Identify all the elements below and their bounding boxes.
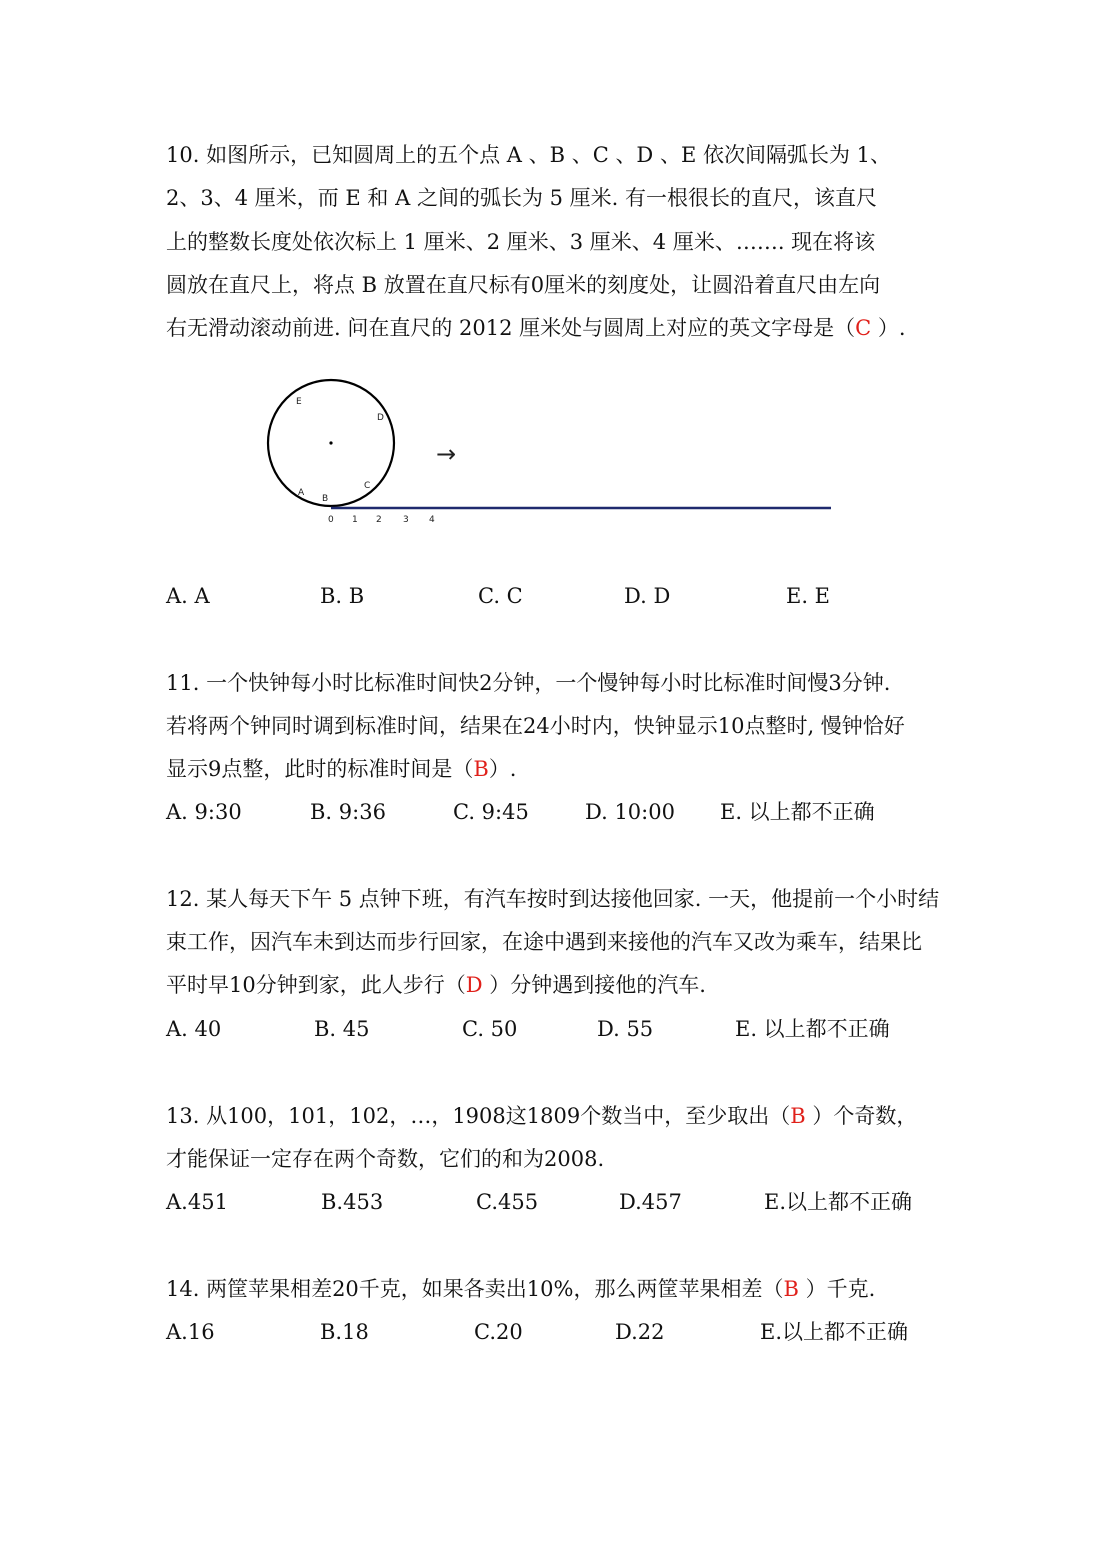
q13-line-2: 才能保证一定存在两个奇数，它们的和为2008. xyxy=(166,1147,605,1171)
q11-option-b: B. 9:36 xyxy=(310,800,386,824)
q13-text: 13. 从100，101，102，…，1908这1809个数当中，至少取出（ xyxy=(166,1104,791,1128)
ruler-tick-label: 1 xyxy=(352,515,358,525)
rolling-circle-figure xyxy=(255,372,855,532)
q11-line-3 xyxy=(166,754,946,784)
q14-text-end: ）千克. xyxy=(798,1277,876,1301)
q14-answer: B xyxy=(783,1277,799,1301)
q12-line-2: 束工作，因汽车未到达而步行回家，在途中遇到来接他的汽车又改为乘车，结果比 xyxy=(166,930,922,954)
q12-option-b: B. 45 xyxy=(314,1017,370,1041)
q12-line-1: 12. 某人每天下午 5 点钟下班，有汽车按时到达接他回家. 一天，他提前一个小时结 xyxy=(166,887,940,911)
ruler-tick-label: 0 xyxy=(328,515,334,525)
q14-option-a: A.16 xyxy=(166,1320,215,1344)
q14-option-b: B.18 xyxy=(320,1320,369,1344)
q13-text-end: ）个奇数， xyxy=(805,1104,918,1128)
q10-line-4: 圆放在直尺上，将点 B 放置在直尺标有0厘米的刻度处，让圆沿着直尺由左向 xyxy=(166,273,881,297)
q14-option-c: C.20 xyxy=(474,1320,523,1344)
q10-line-5 xyxy=(166,313,946,343)
q11-option-a: A. 9:30 xyxy=(166,800,242,824)
ruler-tick-label: 2 xyxy=(376,515,382,525)
q12-text: 平时早10分钟到家，此人步行（ xyxy=(166,973,466,997)
point-label-c: C xyxy=(364,481,371,491)
q10-option-c: C. C xyxy=(478,584,523,608)
q10-option-d: D. D xyxy=(624,584,671,608)
q12-text-end: ）分钟遇到接他的汽车. xyxy=(482,973,706,997)
q11-text: 显示9点整，此时的标准时间是（ xyxy=(166,757,474,781)
q10-line-1: 10. 如图所示，已知圆周上的五个点 A 、B 、C 、D 、E 依次间隔弧长为 1、 xyxy=(166,143,891,167)
q11-option-d: D. 10:00 xyxy=(585,800,675,824)
ruler-tick-label: 3 xyxy=(403,515,409,525)
q12-line-3 xyxy=(166,970,946,1000)
q12-option-a: A. 40 xyxy=(166,1017,222,1041)
q13-option-a: A.451 xyxy=(166,1190,228,1214)
q14-option-d: D.22 xyxy=(615,1320,665,1344)
direction-arrow: → xyxy=(436,440,457,468)
q14-text: 14. 两筐苹果相差20千克，如果各卖出10%，那么两筐苹果相差（ xyxy=(166,1277,784,1301)
q13-option-b: B.453 xyxy=(321,1190,384,1214)
q11-option-e: E. 以上都不正确 xyxy=(720,800,875,824)
q12-answer: D xyxy=(465,973,483,997)
q13-option-d: D.457 xyxy=(619,1190,682,1214)
q10-option-a: A. A xyxy=(166,584,210,608)
q13-option-c: C.455 xyxy=(476,1190,539,1214)
q12-option-d: D. 55 xyxy=(597,1017,654,1041)
q10-line-3: 上的整数长度处依次标上 1 厘米、2 厘米、3 厘米、4 厘米、……. 现在将该 xyxy=(166,230,876,254)
q10-text: 右无滑动滚动前进. 问在直尺的 2012 厘米处与圆周上对应的英文字母是（ xyxy=(166,316,856,340)
q10-answer: C xyxy=(855,316,872,340)
q13-option-e: E.以上都不正确 xyxy=(764,1190,913,1214)
q10-option-e: E. E xyxy=(786,584,831,608)
point-label-e: E xyxy=(296,397,302,407)
q12-option-e: E. 以上都不正确 xyxy=(735,1017,890,1041)
ruler-tick-label: 4 xyxy=(429,515,435,525)
q13-answer: B xyxy=(790,1104,806,1128)
point-label-d: D xyxy=(377,413,384,423)
circle-center xyxy=(329,441,332,444)
q14-option-e: E.以上都不正确 xyxy=(760,1320,909,1344)
q11-line-2: 若将两个钟同时调到标准时间，结果在24小时内，快钟显示10点整时, 慢钟恰好 xyxy=(166,714,905,738)
point-label-a: A xyxy=(298,488,305,498)
q10-text-end: ）. xyxy=(871,316,906,340)
q10-line-2: 2、3、4 厘米，而 E 和 A 之间的弧长为 5 厘米. 有一根很长的直尺，该直尺 xyxy=(166,186,878,210)
q11-text-end: ）. xyxy=(488,757,517,781)
q11-line-1: 11. 一个快钟每小时比标准时间快2分钟，一个慢钟每小时比标准时间慢3分钟. xyxy=(166,671,891,695)
q11-answer: B xyxy=(473,757,489,781)
q13-line-1 xyxy=(166,1101,946,1131)
point-label-b: B xyxy=(322,494,329,504)
q10-option-b: B. B xyxy=(320,584,365,608)
q11-option-c: C. 9:45 xyxy=(453,800,529,824)
q14-line-1 xyxy=(166,1274,946,1304)
q12-option-c: C. 50 xyxy=(462,1017,518,1041)
